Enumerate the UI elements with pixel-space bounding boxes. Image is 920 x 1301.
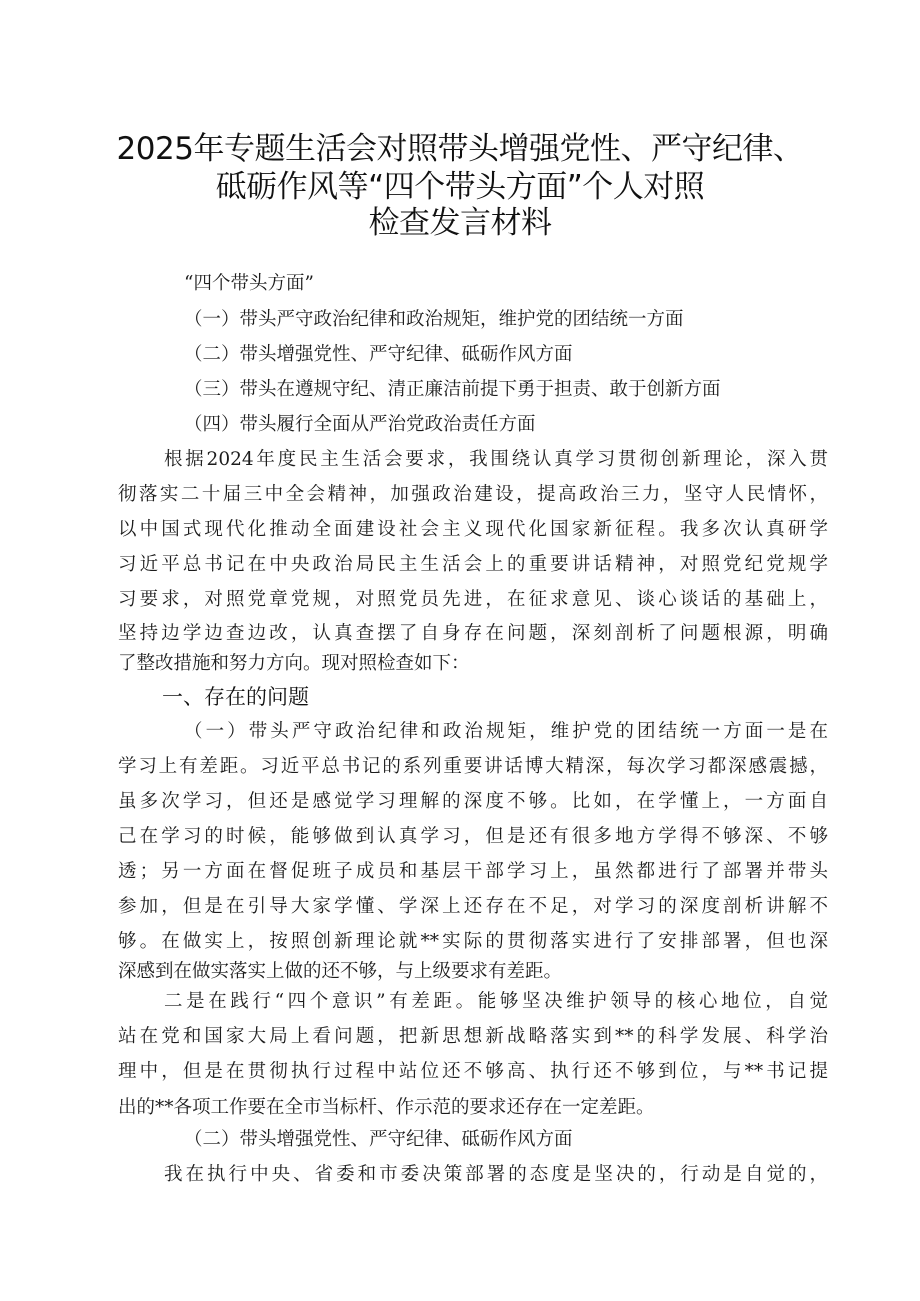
body-line: 虽多次学习，但还是感觉学习理解的深度不够。比如，在学懂上，一方面自 <box>118 791 828 812</box>
intro-line: 了整改措施和努力方向。现对照检查如下： <box>118 653 470 674</box>
aspect-item: （三）带头在遵规守纪、清正廉洁前提下勇于担责、敢于创新方面 <box>184 379 721 400</box>
title-line-1: 2025年专题生活会对照带头增强党性、严守纪律、 <box>116 131 804 167</box>
intro-line: 以中国式现代化推动全面建设社会主义现代化国家新征程。我多次认真研学 <box>118 519 828 540</box>
body-line: 我在执行中央、省委和市委决策部署的态度是坚决的，行动是自觉的， <box>164 1164 828 1185</box>
aspect-item: （一）带头严守政治纪律和政治规矩，维护党的团结统一方面 <box>184 309 684 330</box>
body-line: （一）带头严守政治纪律和政治规矩，维护党的团结统一方面一是在 <box>184 721 828 742</box>
body-line: 理中，但是在贯彻执行过程中站位还不够高、执行还不够到位，与**书记提 <box>118 1061 828 1082</box>
intro-line: 根据2024年度民主生活会要求，我围绕认真学习贯彻创新理论，深入贯 <box>164 449 828 470</box>
aspect-item: （四）带头履行全面从严治党政治责任方面 <box>184 414 536 435</box>
body-line: 学习上有差距。习近平总书记的系列重要讲话博大精深，每次学习都深感震撼， <box>118 756 828 777</box>
title-line-3: 检查发言材料 <box>368 205 552 241</box>
intro-line: 彻落实二十届三中全会精神，加强政治建设，提高政治三力，坚守人民情怀， <box>118 484 828 505</box>
body-line: 己在学习的时候，能够做到认真学习，但是还有很多地方学得不够深、不够 <box>118 826 828 847</box>
body-line: 站在党和国家大局上看问题，把新思想新战略落实到**的科学发展、科学治 <box>118 1026 828 1047</box>
intro-line: 习近平总书记在中央政治局民主生活会上的重要讲话精神，对照党纪党规学 <box>118 554 828 575</box>
body-line: 参加，但是在引导大家学懂、学深上还存在不足，对学习的深度剖析讲解不 <box>118 896 828 917</box>
intro-line: 习要求，对照党章党规，对照党员先进，在征求意见、谈心谈话的基础上， <box>118 589 828 610</box>
intro-line: 坚持边学边查边改，认真查摆了自身存在问题，深刻剖析了问题根源，明确 <box>118 623 828 644</box>
subsection-heading: （二）带头增强党性、严守纪律、砥砺作风方面 <box>184 1129 573 1150</box>
title-line-2: 砥砺作风等“四个带头方面”个人对照 <box>215 169 705 205</box>
body-line: 深感到在做实落实上做的还不够，与上级要求有差距。 <box>118 961 563 982</box>
body-line: 够。在做实上，按照创新理论就**实际的贯彻落实进行了安排部署，但也深 <box>118 931 828 952</box>
aspects-header: “四个带头方面” <box>184 273 314 294</box>
section-heading: 一、存在的问题 <box>162 685 309 709</box>
body-line: 二是在践行“四个意识”有差距。能够坚决维护领导的核心地位，自觉 <box>164 991 828 1012</box>
body-line: 透；另一方面在督促班子成员和基层干部学习上，虽然都进行了部署并带头 <box>118 861 828 882</box>
body-line: 出的**各项工作要在全市当标杆、作示范的要求还存在一定差距。 <box>118 1097 655 1118</box>
aspect-item: （二）带头增强党性、严守纪律、砥砺作风方面 <box>184 344 573 365</box>
